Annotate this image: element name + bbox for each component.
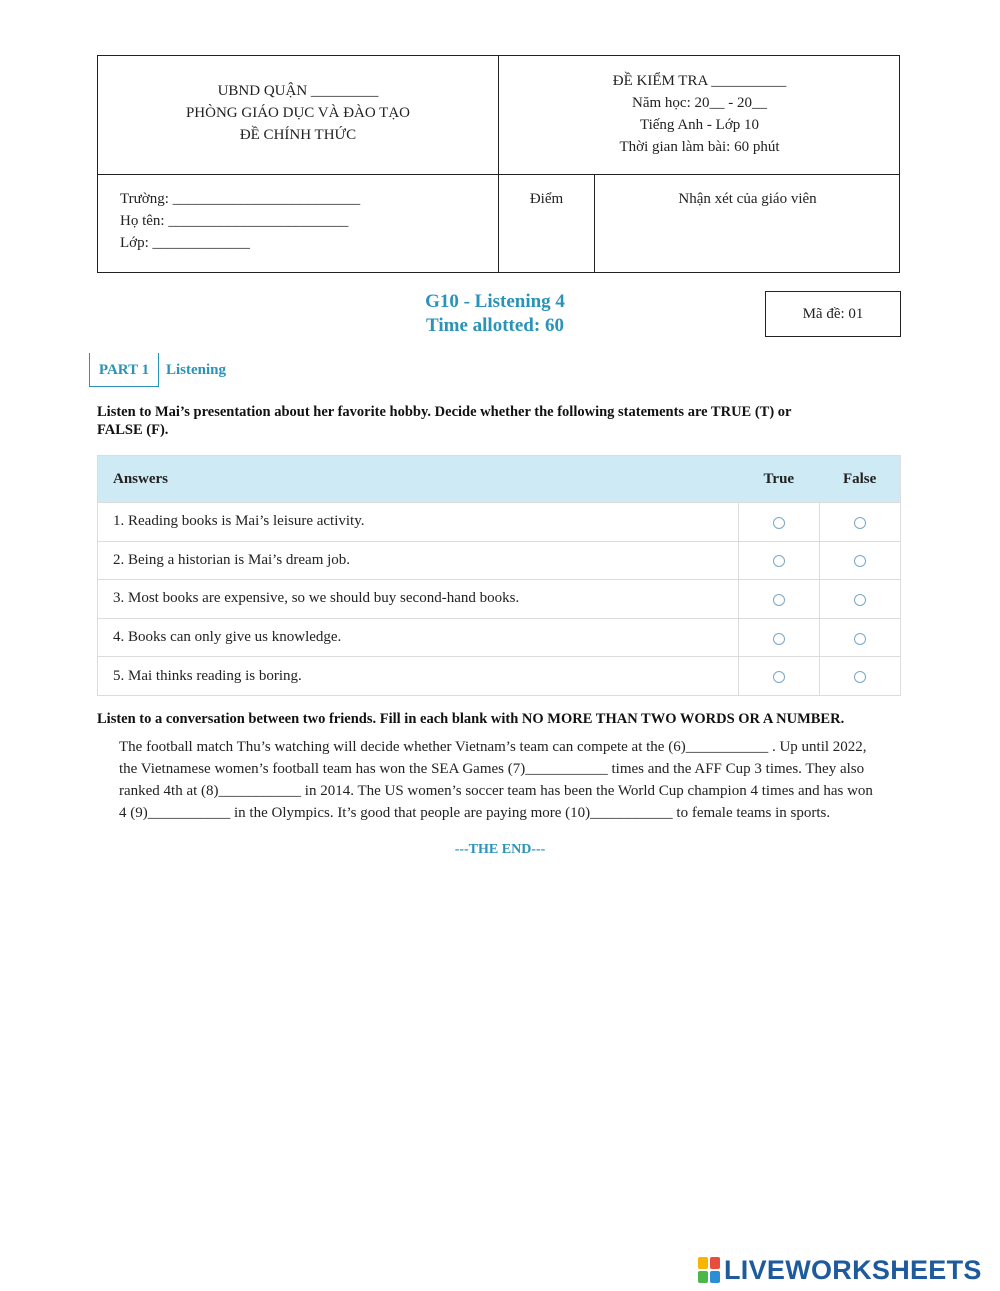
authority-line: UBND QUẬN _________ (217, 83, 379, 99)
subject-line: Tiếng Anh - Lớp 10 (639, 117, 760, 133)
true-radio-2[interactable] (773, 555, 785, 567)
true-radio-5[interactable] (773, 671, 785, 683)
passage-line: 4 (9)___________ in the Olympics. It’s good that people are paying more (10)___________ to female teams in sports. (119, 805, 831, 821)
score-label: Điểm (529, 191, 564, 207)
fill-blank-passage (119, 736, 899, 824)
duration-line: Thời gian làm bài: 60 phút (619, 139, 780, 155)
school-authority-cell (98, 56, 499, 175)
school-year-line: Năm học: 20__ - 20__ (632, 95, 767, 111)
true-false-instruction: Listen to Mai’s presentation about her favorite hobby. Decide whether the following statements are TRUE (T) or FALSE (F). (97, 404, 792, 438)
table-row (98, 618, 900, 657)
statement-text: 3. Most books are expensive, so we should buy second-hand books. (113, 590, 520, 607)
exam-info-cell (499, 56, 900, 175)
answers-header: Answers (113, 470, 168, 487)
false-header: False (842, 470, 877, 487)
statement-text: 4. Books can only give us knowledge. (113, 629, 342, 646)
true-radio-1[interactable] (773, 517, 785, 529)
header-table (97, 55, 900, 273)
false-radio-5[interactable] (854, 671, 866, 683)
table-row (98, 502, 900, 541)
passage-line: The football match Thu’s watching will decide whether Vietnam’s team can compete at the (6)___________ . Up until 2022, (119, 739, 867, 755)
teacher-comment-label: Nhận xét của giáo viên (678, 191, 817, 207)
exam-title-line: ĐỀ KIỂM TRA __________ (612, 73, 787, 89)
department-line: PHÒNG GIÁO DỤC VÀ ĐÀO TẠO (185, 105, 411, 121)
score-cell (499, 175, 595, 272)
false-radio-4[interactable] (854, 633, 866, 645)
table-row (98, 541, 900, 580)
fill-blank-instruction: Listen to a conversation between two friends. Fill in each blank with NO MORE THAN TWO WORDS OR A NUMBER. (97, 711, 845, 727)
statement-text: 1. Reading books is Mai’s leisure activity. (113, 513, 365, 530)
teacher-comment-cell (595, 175, 900, 272)
table-header (98, 456, 900, 502)
name-field[interactable]: Họ tên: ________________________ (120, 213, 349, 229)
passage-line: ranked 4th at (8)___________ in 2014. The US women’s soccer team has been the World Cup champion 4 times and has won (119, 783, 873, 799)
worksheet-title (300, 290, 690, 338)
part-number: PART 1 (89, 353, 159, 387)
passage-line: the Vietnamese women’s football team has won the SEA Games (7)___________ times and the AFF Cup 3 times. They also (119, 761, 865, 777)
title-line-1: G10 - Listening 4 (425, 291, 565, 312)
true-radio-4[interactable] (773, 633, 785, 645)
table-row (98, 656, 900, 695)
statement-text: 5. Mai thinks reading is boring. (113, 667, 302, 684)
part-name: Listening (166, 362, 227, 378)
liveworksheets-logo (698, 1255, 982, 1285)
true-header: True (763, 470, 795, 487)
official-line: ĐỀ CHÍNH THỨC (239, 127, 357, 143)
true-false-table (97, 455, 901, 696)
title-line-2: Time allotted: 60 (426, 315, 564, 336)
logo-text: LIVEWORKSHEETS (724, 1254, 982, 1285)
true-radio-3[interactable] (773, 594, 785, 606)
false-radio-3[interactable] (854, 594, 866, 606)
exam-code-box: Mã đề: 01 (765, 291, 901, 337)
class-field[interactable]: Lớp: _____________ (120, 235, 251, 251)
logo-mark-icon (698, 1257, 720, 1283)
table-row (98, 579, 900, 618)
false-radio-2[interactable] (854, 555, 866, 567)
student-info-cell (98, 175, 499, 272)
statement-text: 2. Being a historian is Mai’s dream job. (113, 551, 351, 568)
school-field[interactable]: Trường: _________________________ (120, 191, 361, 207)
the-end-marker: ---THE END--- (454, 842, 546, 857)
false-radio-1[interactable] (854, 517, 866, 529)
